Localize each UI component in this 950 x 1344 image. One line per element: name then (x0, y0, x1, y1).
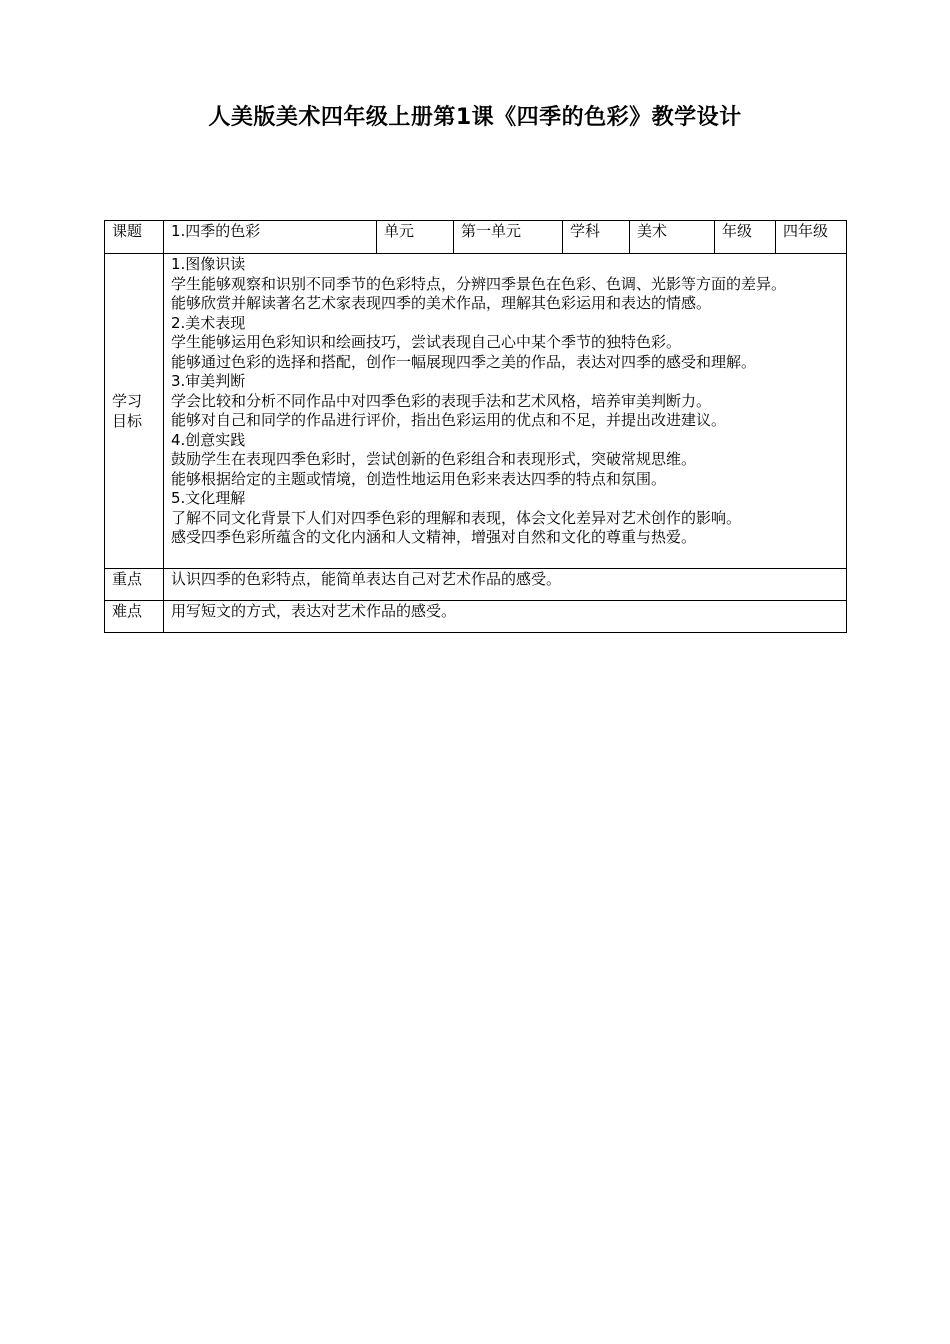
objective-line: 能够欣赏并解读著名艺术家表现四季的美术作品，理解其色彩运用和表达的情感。 (171, 294, 712, 312)
objectives-label-line2: 目标 (112, 411, 143, 430)
key-point-value: 认识四季的色彩特点，能简单表达自己对艺术作品的感受。 (164, 569, 847, 601)
unit-value: 第一单元 (454, 221, 563, 254)
grade-value: 四年级 (776, 221, 847, 254)
objective-line: 学会比较和分析不同作品中对四季色彩的表现手法和艺术风格，培养审美判断力。 (171, 391, 712, 410)
objective-line: 能够对自己和同学的作品进行评价，指出色彩运用的优点和不足，并提出改进建议。 (171, 411, 727, 429)
objectives-label-line1: 学习 (112, 392, 143, 410)
document-title: 人美版美术四年级上册第1课《四季的色彩》教学设计 (208, 105, 742, 130)
objective-heading: 2.美术表现 (171, 313, 246, 332)
objective-line: 感受四季色彩所蕴含的文化内涵和人文精神，增强对自然和文化的尊重与热爱。 (171, 528, 697, 546)
objectives-row (105, 254, 847, 569)
objectives-label (105, 254, 164, 569)
objective-heading: 4.创意实践 (171, 430, 246, 449)
key-point-row (105, 569, 847, 601)
objective-heading: 3.审美判断 (171, 372, 246, 390)
table-header-row (105, 221, 847, 254)
difficulty-row (105, 601, 847, 633)
objective-line: 鼓励学生在表现四季色彩时，尝试创新的色彩组合和表现形式，突破常规思维。 (171, 450, 697, 468)
key-point-label: 重点 (105, 569, 164, 601)
objective-line: 学生能够运用色彩知识和绘画技巧，尝试表现自己心中某个季节的独特色彩。 (171, 333, 682, 351)
topic-label: 课题 (105, 221, 164, 254)
subject-label: 学科 (563, 221, 630, 254)
objective-line: 能够根据给定的主题或情境，创造性地运用色彩来表达四季的特点和氛围。 (171, 469, 667, 488)
difficulty-label: 难点 (105, 601, 164, 633)
objective-line: 学生能够观察和识别不同季节的色彩特点，分辨四季景色在色彩、色调、光影等方面的差异。 (171, 274, 787, 293)
grade-label: 年级 (715, 221, 776, 254)
objectives-content (164, 254, 847, 569)
difficulty-value: 用写短文的方式，表达对艺术作品的感受。 (164, 601, 847, 633)
objective-heading: 1.图像识读 (171, 255, 246, 273)
objective-heading: 5.文化理解 (171, 489, 246, 507)
unit-label: 单元 (377, 221, 454, 254)
lesson-plan-table (104, 220, 847, 633)
objective-line: 能够通过色彩的选择和搭配，创作一幅展现四季之美的作品，表达对四季的感受和理解。 (171, 352, 757, 371)
objective-line: 了解不同文化背景下人们对四季色彩的理解和表现，体会文化差异对艺术创作的影响。 (171, 508, 742, 527)
topic-value: 1.四季的色彩 (164, 221, 377, 254)
subject-value: 美术 (630, 221, 715, 254)
